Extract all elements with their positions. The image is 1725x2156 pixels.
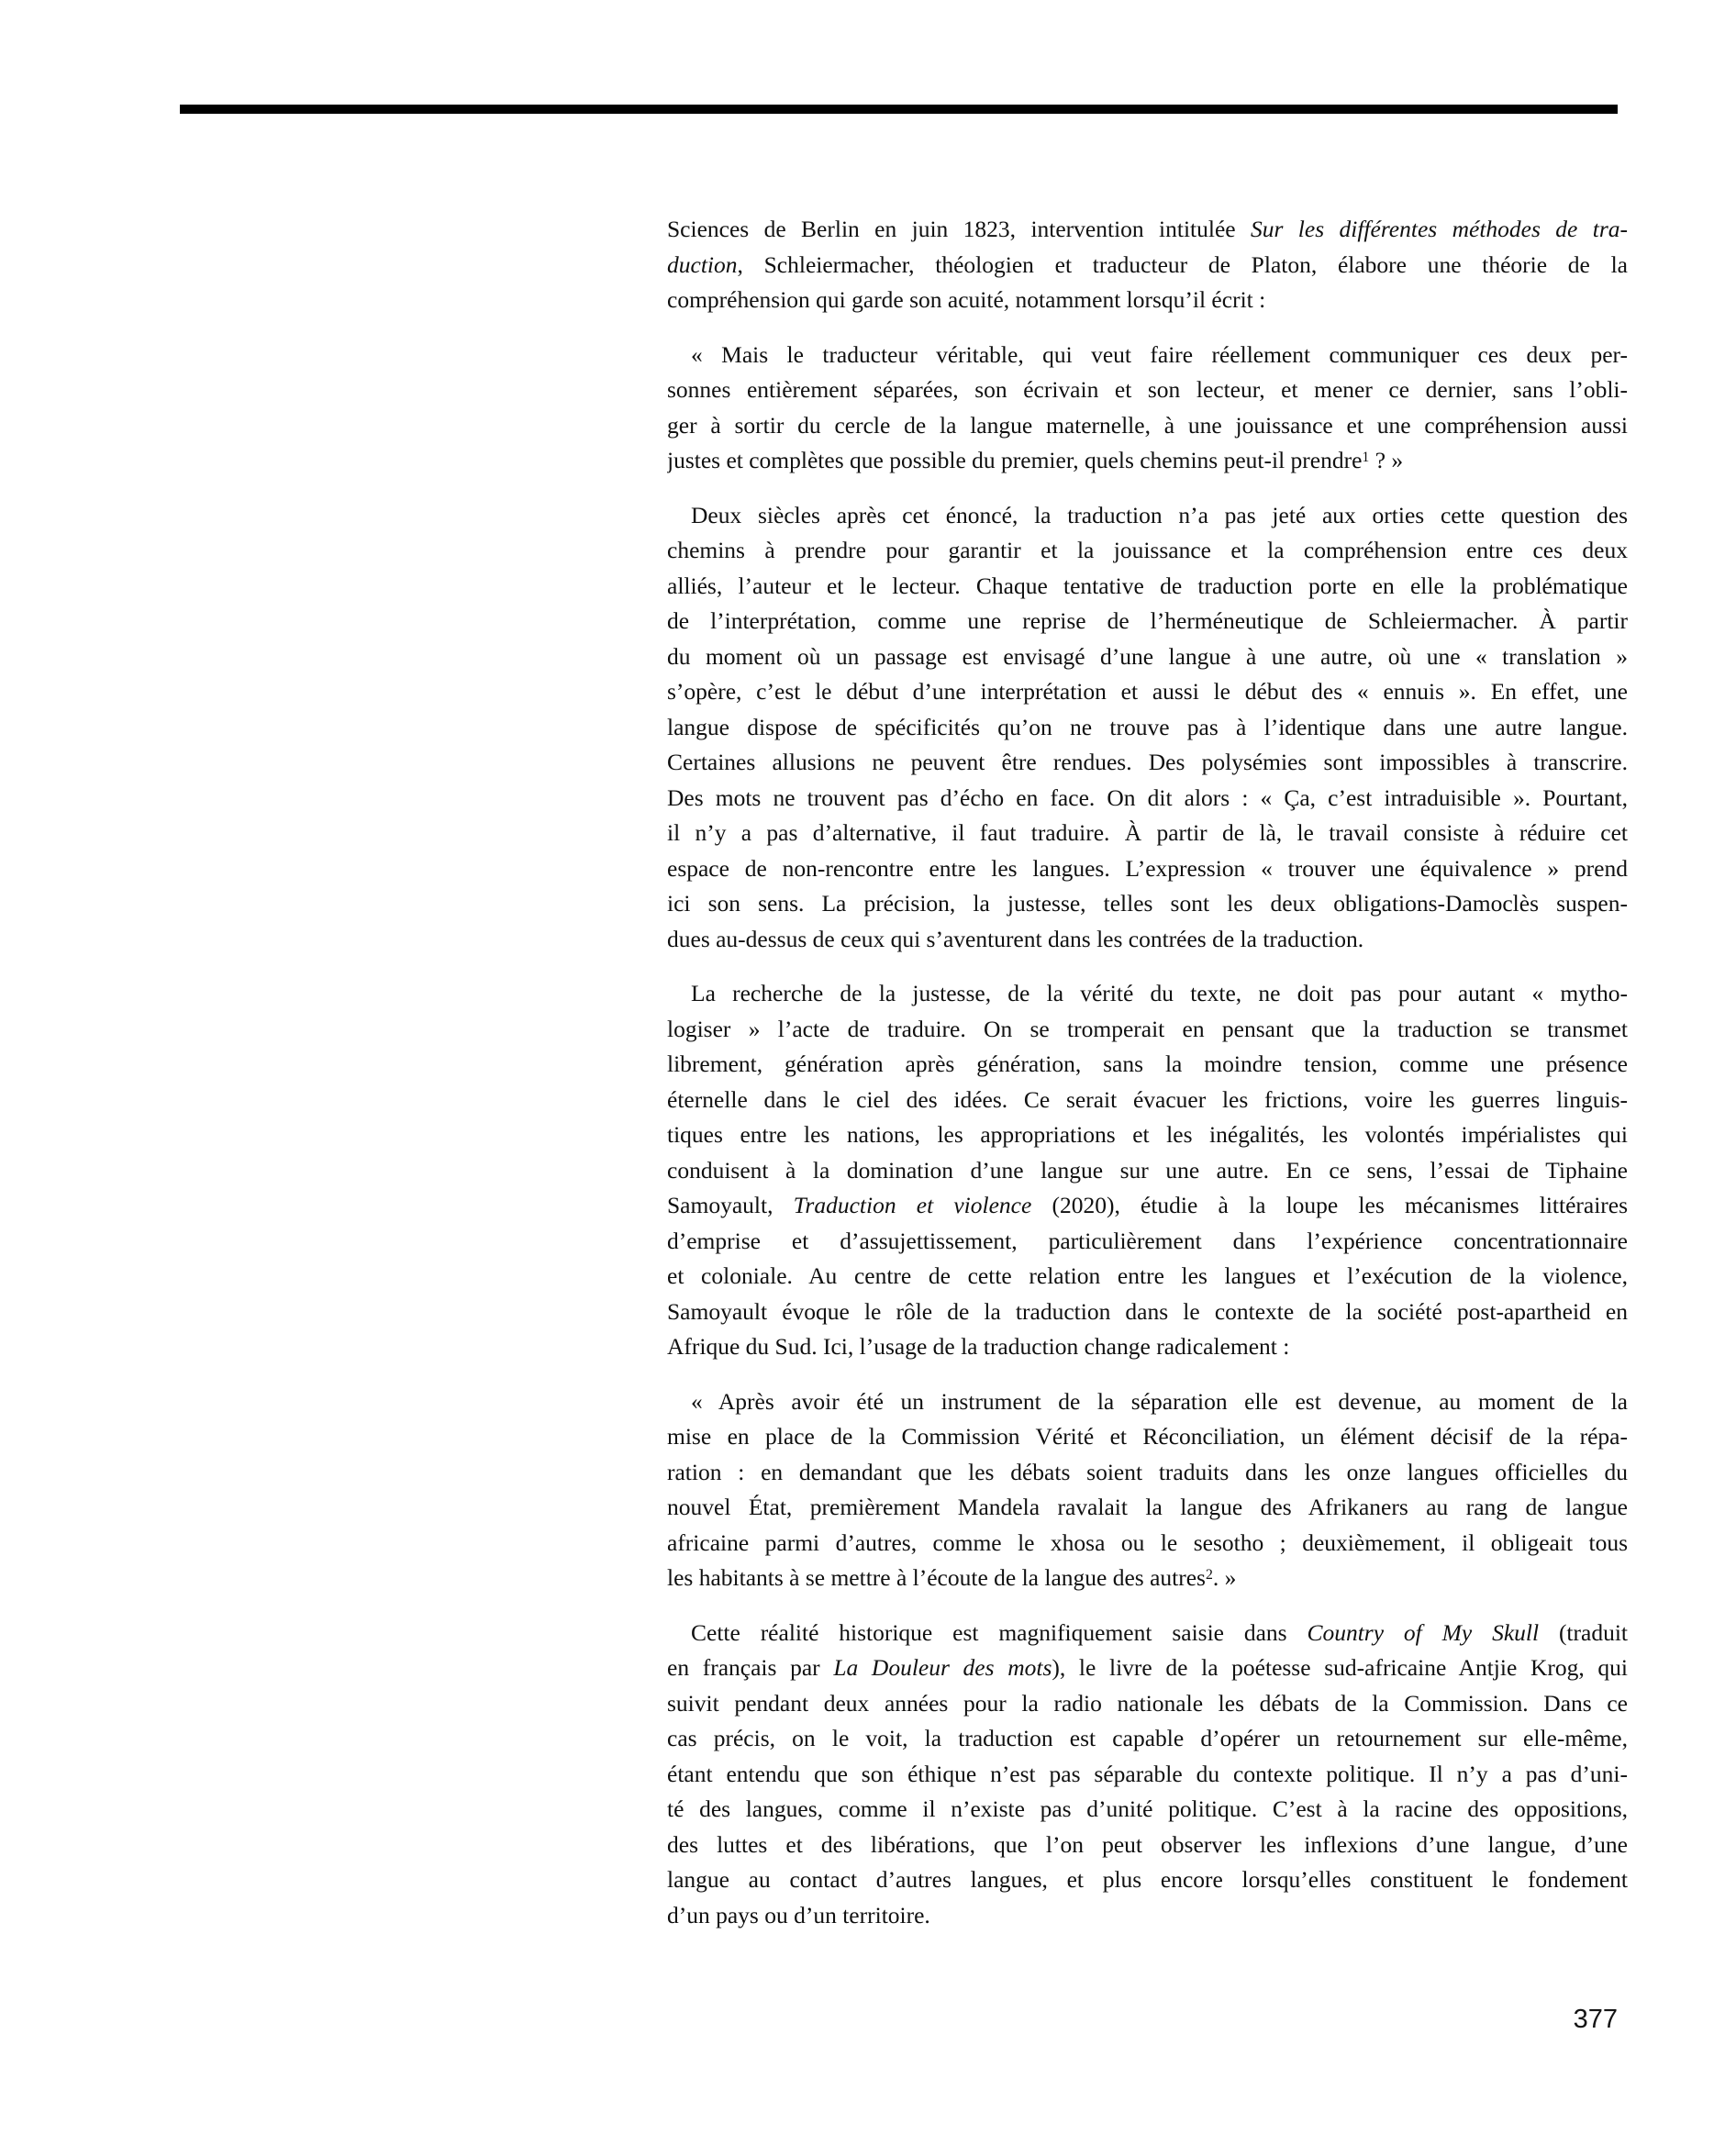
- paragraph: [667, 1616, 1628, 1934]
- text-line: [667, 498, 1628, 534]
- text-segment: suivit pendant deux années pour la radio nationale les débats de la Commission. Dans ce: [667, 1689, 1628, 1717]
- text-segment: il n’y a pas d’alternative, il faut traduire. À partir de là, le travail consiste à réduire cet: [667, 819, 1628, 846]
- text-segment: Traduction et violence: [793, 1192, 1032, 1218]
- quote-block: [667, 338, 1628, 479]
- footnote-marker: 2: [1205, 1566, 1213, 1583]
- paragraph: [667, 212, 1628, 318]
- text-segment: tiques entre les nations, les appropriations et les inégalités, les volontés impérialistes qui: [667, 1121, 1628, 1148]
- text-segment: Des mots ne trouvent pas d’écho en face. On dit alors : « Ça, c’est intraduisible ». Pourtant,: [667, 783, 1628, 811]
- text-line: [667, 851, 1628, 887]
- text-line: [667, 1153, 1628, 1189]
- text-line: [667, 1117, 1628, 1153]
- text-segment: dues au-dessus de ceux qui s’aventurent dans les contrées de la traduction.: [667, 925, 1364, 952]
- text-segment: Sciences de Berlin en juin 1823, intervention intitulée: [667, 216, 1251, 242]
- text-line: [667, 710, 1628, 746]
- text-segment: (2020), étudie à la loupe les mécanismes littéraires: [1031, 1192, 1628, 1218]
- text-segment: langue au contact d’autres langues, et plus encore lorsqu’elles constituent le fondement: [667, 1866, 1628, 1893]
- text-line: [667, 1012, 1628, 1048]
- text-line: [667, 1083, 1628, 1118]
- page-number: 377: [1573, 2005, 1618, 2034]
- text-segment: , Schleiermacher, théologien et traducteur de Platon, élabore une théorie de la: [737, 250, 1628, 278]
- text-segment: Deux siècles après cet énoncé, la traduction n’a pas jeté aux orties cette question des: [691, 501, 1628, 528]
- text-line: [667, 212, 1628, 248]
- text-line: [667, 1686, 1628, 1722]
- text-segment: d’emprise et d’assujettissement, particulièrement dans l’expérience concentrationnaire: [667, 1227, 1628, 1254]
- text-segment: et coloniale. Au centre de cette relation entre les langues et l’exécution de la violence,: [667, 1262, 1628, 1289]
- text-segment: ), le livre de la poétesse sud-africaine Antjie Krog, qui: [1052, 1654, 1628, 1681]
- text-segment: ration : en demandant que les débats soient traduits dans les onze langues officielles du: [667, 1458, 1628, 1485]
- text-segment: conduisent à la domination d’une langue sur une autre. En ce sens, l’essai de Tiphaine: [667, 1156, 1628, 1184]
- text-segment: compréhension qui garde son acuité, notamment lorsqu’il écrit :: [667, 286, 1266, 313]
- text-segment: librement, génération après génération, sans la moindre tension, comme une présence: [667, 1050, 1628, 1077]
- text-line: [667, 1047, 1628, 1083]
- text-segment: africaine parmi d’autres, comme le xhosa ou le sesotho ; deuxièmement, il obligeait tous: [667, 1528, 1628, 1556]
- text-segment: d’un pays ou d’un territoire.: [667, 1901, 930, 1928]
- text-line: [667, 443, 1628, 479]
- text-line: [667, 1419, 1628, 1455]
- text-segment: Afrique du Sud. Ici, l’usage de la traduction change radicalement :: [667, 1333, 1290, 1360]
- text-segment: Sur les différentes méthodes de tra-: [1250, 216, 1628, 242]
- text-segment: Samoyault,: [667, 1192, 794, 1218]
- text-segment: en français par: [667, 1654, 834, 1681]
- text-segment: mise en place de la Commission Vérité et Réconciliation, un élément décisif de la répa-: [667, 1423, 1628, 1450]
- text-segment: des luttes et des libérations, que l’on peut observer les inflexions d’une langue, d’une: [667, 1830, 1628, 1858]
- text-segment: chemins à prendre pour garantir et la jouissance et la compréhension entre ces deux: [667, 537, 1628, 563]
- text-segment: espace de non-rencontre entre les langues. L’expression « trouver une équivalence » prend: [667, 854, 1628, 882]
- text-line: [667, 1329, 1628, 1365]
- text-segment: « Après avoir été un instrument de la séparation elle est devenue, au moment de la: [691, 1387, 1628, 1415]
- text-segment: nouvel État, premièrement Mandela ravalait la langue des Afrikaners au rang de langue: [667, 1494, 1628, 1520]
- text-segment: ici son sens. La précision, la justesse, telles sont les deux obligations-Damoclès suspen-: [667, 890, 1628, 917]
- text-segment: « Mais le traducteur véritable, qui veut faire réellement communiquer ces deux per-: [691, 340, 1628, 368]
- text-line: [667, 1384, 1628, 1420]
- text-segment: justes et complètes que possible du premier, quels chemins peut-il prendre: [667, 447, 1363, 473]
- text-line: [667, 1188, 1628, 1224]
- text-segment: Cette réalité historique est magnifiquement saisie dans: [691, 1618, 1308, 1646]
- text-line: [667, 745, 1628, 781]
- text-line: [667, 922, 1628, 958]
- text-line: [667, 1490, 1628, 1526]
- text-segment: logiser » l’acte de traduire. On se tromperait en pensant que la traduction se transmet: [667, 1015, 1628, 1042]
- text-line: [667, 1792, 1628, 1828]
- text-segment: alliés, l’auteur et le lecteur. Chaque tentative de traduction porte en elle la problématique: [667, 572, 1628, 599]
- text-segment: étant entendu que son éthique n’est pas séparable du contexte politique. Il n’y a pas d’uni-: [667, 1760, 1628, 1787]
- text-line: [667, 1259, 1628, 1295]
- text-line: [667, 816, 1628, 851]
- text-line: [667, 1828, 1628, 1863]
- text-segment: ger à sortir du cercle de la langue maternelle, à une jouissance et une compréhension aussi: [667, 411, 1628, 439]
- text-segment: sonnes entièrement séparées, son écrivain et son lecteur, et mener ce dernier, sans l’obli-: [667, 376, 1628, 403]
- text-segment: Samoyault évoque le rôle de la traduction dans le contexte de la société post-apartheid en: [667, 1297, 1628, 1325]
- text-column: [667, 212, 1628, 1933]
- text-line: [667, 338, 1628, 373]
- text-line: [667, 1757, 1628, 1793]
- text-segment: ? »: [1369, 447, 1404, 473]
- text-line: [667, 283, 1628, 318]
- quote-block: [667, 1384, 1628, 1596]
- text-segment: s’opère, c’est le début d’une interprétation et aussi le début des « ennuis ». En effet, une: [667, 678, 1628, 705]
- text-line: [667, 674, 1628, 710]
- text-line: [667, 1224, 1628, 1260]
- text-segment: La Douleur des mots: [833, 1654, 1052, 1681]
- text-line: [667, 1898, 1628, 1934]
- text-segment: éternelle dans le ciel des idées. Ce serait évacuer les frictions, voire les guerres linguis-: [667, 1085, 1628, 1113]
- text-segment: Country of My Skull: [1307, 1618, 1540, 1646]
- text-segment: du moment où un passage est envisagé d’une langue à une autre, où une « translation »: [667, 642, 1628, 670]
- text-segment: de l’interprétation, comme une reprise de l’herméneutique de Schleiermacher. À partir: [667, 607, 1628, 634]
- text-line: [667, 1455, 1628, 1491]
- text-line: [667, 1650, 1628, 1686]
- top-rule: [180, 105, 1618, 114]
- text-segment: té des langues, comme il n’existe pas d’unité politique. C’est à la racine des oppositions,: [667, 1795, 1628, 1822]
- text-line: [667, 886, 1628, 922]
- text-line: [667, 604, 1628, 639]
- text-line: [667, 248, 1628, 283]
- text-segment: . »: [1212, 1564, 1237, 1591]
- text-line: [667, 372, 1628, 408]
- text-segment: les habitants à se mettre à l’écoute de la langue des autres: [667, 1564, 1206, 1591]
- paragraph: [667, 976, 1628, 1365]
- text-line: [667, 569, 1628, 605]
- text-segment: (traduit: [1539, 1618, 1628, 1646]
- text-line: [667, 1295, 1628, 1330]
- paragraph: [667, 498, 1628, 958]
- text-segment: langue dispose de spécificités qu’on ne trouve pas à l’identique dans une autre langue.: [667, 713, 1628, 740]
- text-segment: cas précis, on le voit, la traduction est capable d’opérer un retournement sur elle-même,: [667, 1725, 1628, 1751]
- text-line: [667, 1721, 1628, 1757]
- text-line: [667, 976, 1628, 1012]
- text-segment: duction: [667, 250, 738, 278]
- text-line: [667, 781, 1628, 817]
- text-line: [667, 1862, 1628, 1898]
- text-line: [667, 1616, 1628, 1651]
- footnote-marker: 1: [1362, 449, 1370, 465]
- text-segment: La recherche de la justesse, de la vérité du texte, ne doit pas pour autant « mytho-: [691, 980, 1628, 1006]
- text-line: [667, 533, 1628, 569]
- text-line: [667, 1526, 1628, 1561]
- text-line: [667, 408, 1628, 444]
- text-segment: Certaines allusions ne peuvent être rendues. Des polysémies sont impossibles à transcrire.: [667, 749, 1628, 775]
- text-line: [667, 639, 1628, 675]
- text-line: [667, 1561, 1628, 1596]
